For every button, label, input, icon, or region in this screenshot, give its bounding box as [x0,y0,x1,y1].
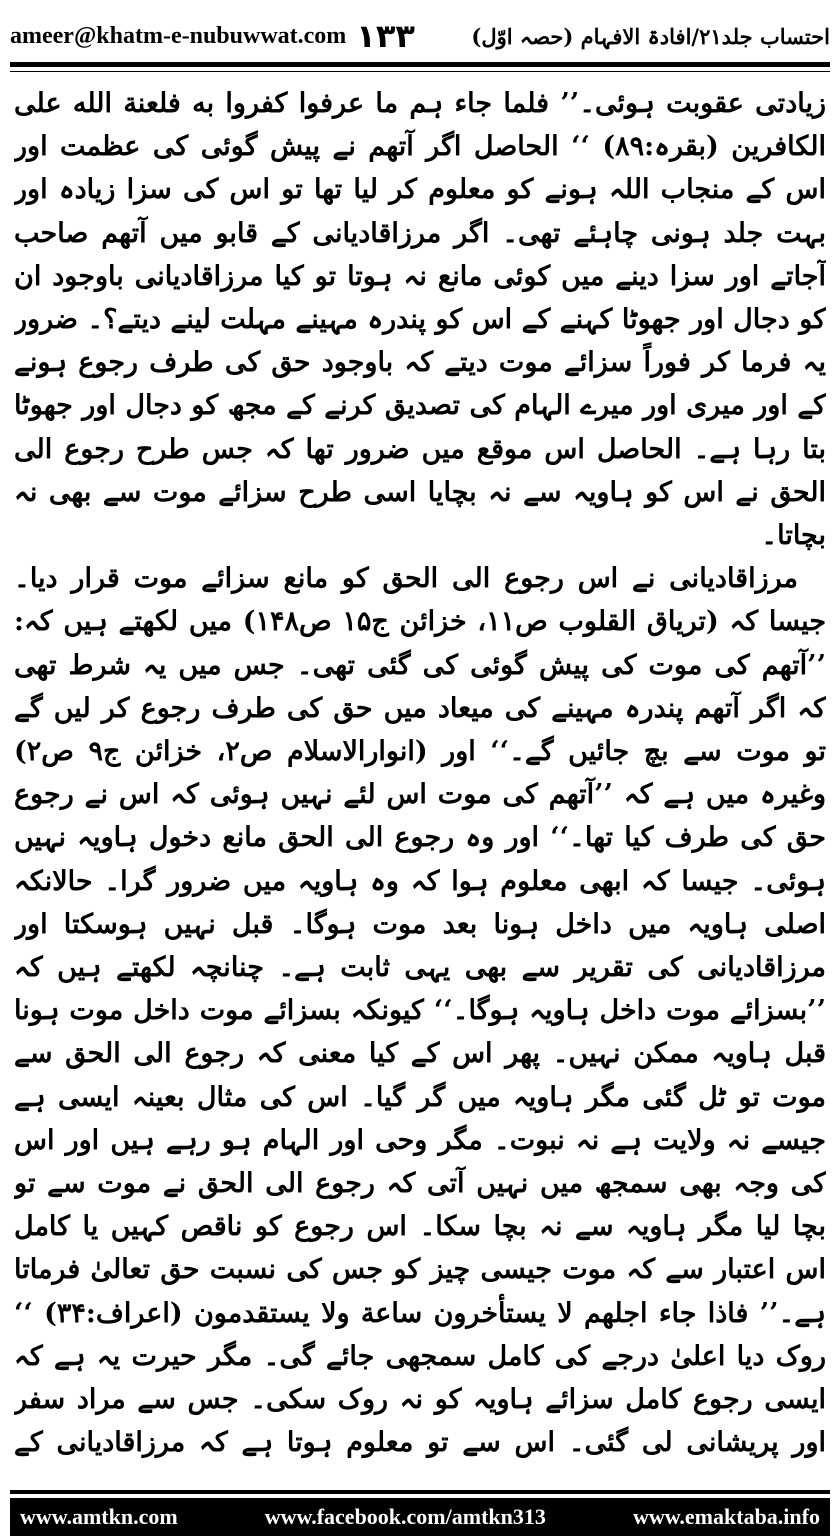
header-email: ameer@khatm-e-nubuwwat.com [10,22,347,49]
header-left [10,17,415,55]
paragraph-1: زیادتی عقوبت ہوئی۔’’ فلما جاء ہم ما عرفوا کفروا به فلعنة الله علی الکافرین (بقرہ:۸۹) ‘‘ الحاصل اگر آتھم نے پیش گوئی کی عظمت اور اس کے منجاب اللہ ہونے کو معلوم کر لیا تھا تو اس کی سزا زیادہ اور بہت جلد ہونی چاہئے تھی۔ اگر مرزاقادیانی کے قابو میں آتھم صاحب آجاتے اور سزا دینے میں کوئی مانع نہ ہوتا تو کیا مرزاقادیانی باوجود ان کو دجال اور جھوٹا کہنے کے اس کو پندرہ مہینے مہلت لینے دیتے؟۔ ضرور یہ فرما کر فوراً سزائے موت دیتے کہ باوجود حق کی طرف رجوع ہونے کے اور میری اور میرے الہام کی تصدیق کرنے کے مجھ کو دجال اور جھوٹا بتا رہا ہے۔ الحاصل اس موقع میں ضرور تھا کہ جس طرح رجوع الی الحق نے اس کو ہاویہ سے نہ بچایا اسی طرح سزائے موت سے بھی نہ بچاتا۔ [14,88,826,552]
paragraph-2: مرزاقادیانی نے اس رجوع الی الحق کو مانع سزائے موت قرار دیا۔ جیسا کہ (تریاق القلوب ص۱۱، خزائن ج۱۵ ص۱۴۸) میں لکھتے ہیں کہ: ’’آتھم کی موت کی پیش گوئی کی گئی تھی۔ جس میں یہ شرط تھی کہ اگر آتھم پندرہ مہینے کی میعاد میں حق کی طرف رجوع کر لیں گے تو موت سے بچ جائیں گے۔‘‘ اور (انوارالاسلام ص۲، خزائن ج۹ ص۲) وغیرہ میں ہے کہ ’’آتھم کی موت اس لئے نہیں ہوئی کہ اس نے رجوع حق کی طرف کیا تھا۔‘‘ اور وہ رجوع الی الحق مانع دخول ہاویہ نہیں ہوئی۔ جیسا کہ ابھی معلوم ہوا کہ وہ ہاویہ میں ضرور گرا۔ حالانکہ اصلی ہاویہ میں داخل ہونا بعد موت ہوگا۔ قبل نہیں ہوسکتا اور مرزاقادیانی کی تقریر سے بھی یہی ثابت ہے۔ چنانچہ لکھتے ہیں کہ ’’بسزائے موت داخل ہاویہ ہوگا۔‘‘ کیونکہ بسزائے موت داخل موت ہونا قبل ہاویہ ممکن نہیں۔ پھر اس کے کیا معنی کہ رجوع الی الحق سے موت تو ٹل گئی مگر ہاویہ میں گر گیا۔ اس کی مثال بعینہ ایسی ہے جیسے نہ ولایت ہے نہ نبوت۔ مگر وحی اور الہام ہو رہے ہیں اور اس کی وجہ بھی سمجھ میں نہیں آتی کہ رجوع الی الحق نے موت سے تو بچا لیا مگر ہاویہ سے نہ بچا سکا۔ اس رجوع کو ناقص کہیں یا کامل اس اعتبار سے کہ موت جیسی چیز کو جس کی نسبت حق تعالیٰ فرماتا ہے۔’’ فاذا جاء اجلهم لا یستأخرون ساعة ولا یستقدمون (اعراف:۳۴) ‘‘ روک دیا اعلیٰ درجے کی کامل سمجھی جائے گی۔ مگر حیرت یہ ہے کہ ایسی رجوع کامل سزائے ہاویہ کو نہ روک سکی۔ جس سے مراد سفر اور پریشانی لی گئی۔ اس سے تو معلوم ہوتا ہے کہ مرزاقادیانی کے [14,563,826,1459]
header-rule-thick [10,62,830,67]
footer-link-amtkn[interactable]: www.amtkn.com [20,1504,178,1529]
book-title: احتساب جلد۲۱/افادۃ الافہام (حصہ اوّل) [471,23,830,49]
page-number: ۱۳۳ [356,17,415,55]
page-body [14,82,826,1472]
page-footer [10,1498,830,1536]
footer-link-facebook[interactable]: www.facebook.com/amtkn313 [264,1504,546,1529]
footer-rule [10,1490,830,1494]
header-rule-thin [10,71,830,72]
page-header [10,14,830,58]
footer-link-emaktaba[interactable]: www.emaktaba.info [632,1504,820,1529]
